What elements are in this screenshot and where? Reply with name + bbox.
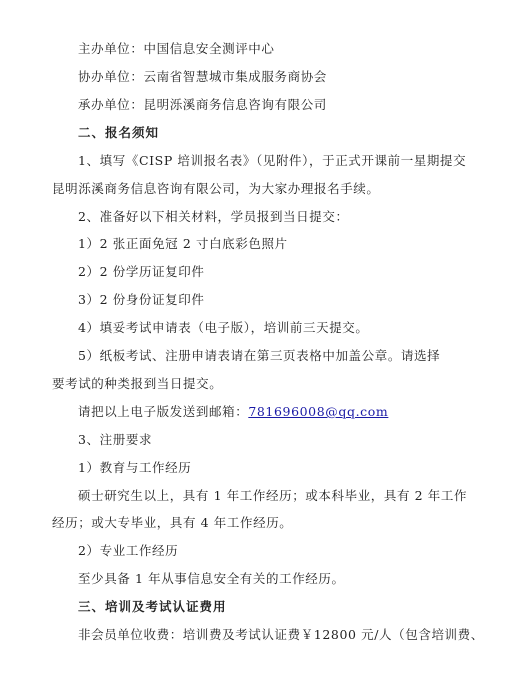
list-item: 1）2 张正面免冠 2 寸白底彩色照片 bbox=[78, 236, 288, 251]
section-heading-fees: 三、培训及考试认证费用 bbox=[78, 599, 227, 614]
host-line: 承办单位：昆明泺溪商务信息咨询有限公司 bbox=[78, 97, 327, 112]
paragraph-line: 2、准备好以下相关材料，学员报到当日提交： bbox=[78, 209, 349, 224]
email-line bbox=[78, 404, 388, 420]
list-item: 1）教育与工作经历 bbox=[78, 460, 192, 475]
list-item: 2）专业工作经历 bbox=[78, 543, 179, 558]
list-item: 4）填妥考试申请表（电子版），培训前三天提交。 bbox=[78, 320, 369, 335]
email-label: 请把以上电子版发送到邮箱： bbox=[78, 404, 249, 419]
paragraph-line: 硕士研究生以上，具有 1 年工作经历；或本科毕业，具有 2 年工作 bbox=[78, 488, 468, 503]
paragraph-line: 经历；或大专毕业，具有 4 年工作经历。 bbox=[52, 515, 293, 530]
paragraph-line: 1、填写《CISP 培训报名表》（见附件），于正式开课前一星期提交 bbox=[78, 153, 467, 168]
list-item-continuation: 要考试的种类报到当日提交。 bbox=[52, 376, 223, 391]
list-item: 3）2 份身份证复印件 bbox=[78, 292, 205, 307]
list-item: 2）2 份学历证复印件 bbox=[78, 264, 205, 279]
paragraph-line: 昆明泺溪商务信息咨询有限公司，为大家办理报名手续。 bbox=[52, 181, 380, 196]
list-item: 5）纸板考试、注册申请表请在第三页表格中加盖公章。请选择 bbox=[78, 348, 441, 363]
subheading: 3、注册要求 bbox=[78, 432, 153, 447]
section-heading-registration: 二、报名须知 bbox=[78, 125, 160, 140]
co-organizer-line: 协办单位：云南省智慧城市集成服务商协会 bbox=[78, 69, 327, 84]
paragraph-line: 至少具备 1 年从事信息安全有关的工作经历。 bbox=[78, 571, 345, 586]
paragraph-line: 非会员单位收费：培训费及考试认证费￥12800 元/人（包含培训费、 bbox=[78, 627, 484, 642]
organizer-line: 主办单位：中国信息安全测评中心 bbox=[78, 41, 275, 56]
email-link[interactable]: 781696008@qq.com bbox=[248, 404, 389, 419]
